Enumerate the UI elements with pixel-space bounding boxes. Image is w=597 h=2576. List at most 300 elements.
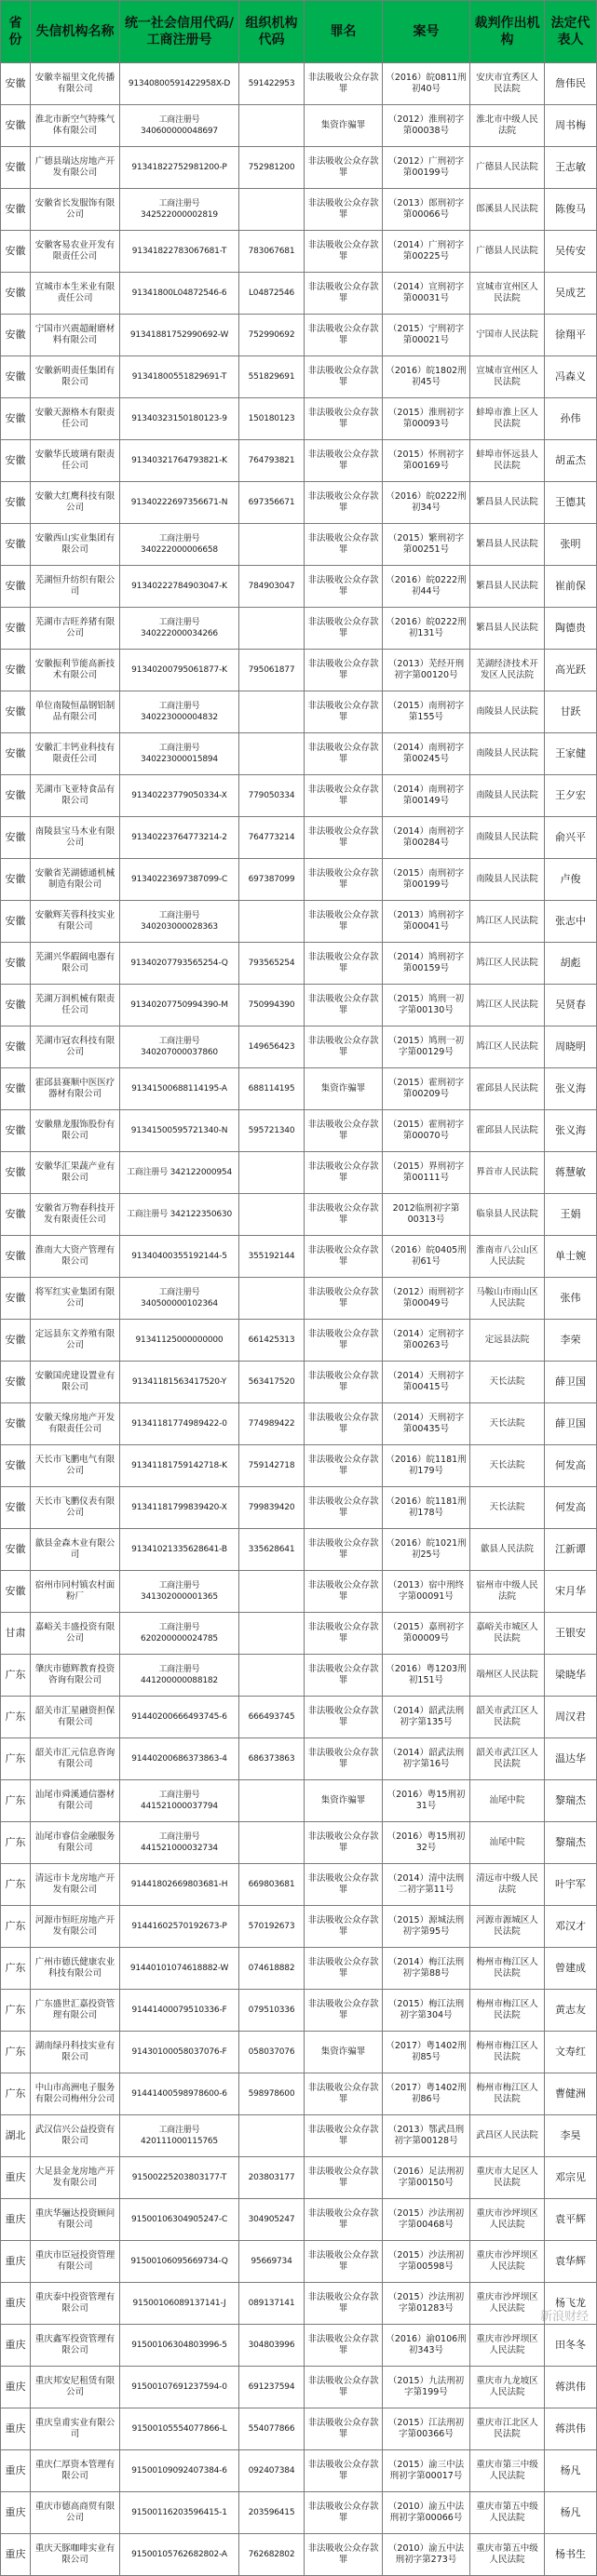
institution-name-cell: 安徽省长发服饰有限公司 [31,189,120,231]
court-cell: 汕尾中院 [470,1780,545,1822]
legal-rep-cell: 张义海 [545,1110,597,1152]
credit-code-cell: 91500116203596415-1 [120,2492,239,2534]
institution-name-cell: 肇庆市德辉教育投资咨询有限公司 [31,1655,120,1697]
case-number-cell: （2015）南刑初字第00199号 [383,859,470,901]
org-code-cell: 95669734 [239,2241,305,2283]
legal-rep-cell: 梁晓华 [545,1655,597,1697]
legal-rep-cell: 王银安 [545,1613,597,1655]
charge-cell: 非法吸收公众存款罪 [305,817,383,859]
org-code-cell: 752981200 [239,147,305,189]
legal-rep-cell: 卢俊 [545,859,597,901]
legal-rep-cell: 黄志友 [545,1990,597,2032]
table-row [1,859,597,901]
legal-rep-cell: 陶德贵 [545,608,597,650]
province-cell: 湖北 [1,2115,31,2157]
charge-cell: 非法吸收公众存款罪 [305,1655,383,1697]
case-number-cell: （2015）梅江法刑初字第304号 [383,1990,470,2032]
institution-name-cell: 安徽幸福里文化传播有限公司 [31,63,120,105]
charge-cell: 非法吸收公众存款罪 [305,2408,383,2450]
institution-name-cell: 霍邱县赛顺中医医疗器材有限公司 [31,1068,120,1110]
charge-cell: 非法吸收公众存款罪 [305,1403,383,1445]
province-cell: 广东 [1,1864,31,1906]
credit-code-cell: 工商注册号 342122350630 [120,1194,239,1236]
legal-rep-cell: 文寿红 [545,2032,597,2073]
court-cell: 重庆市沙坪坝区人民法院 [470,2325,545,2367]
institution-name-cell: 安徽新明责任集团有限公司 [31,356,120,398]
province-cell: 重庆 [1,2534,31,2576]
province-cell: 安徽 [1,775,31,817]
table-row [1,2450,597,2492]
credit-code-cell: 工商注册号 340500000102364 [120,1278,239,1320]
legal-rep-cell: 吴传安 [545,231,597,273]
province-cell: 安徽 [1,356,31,398]
legal-rep-cell: 周汉君 [545,1697,597,1738]
case-number-cell: （2015）霍刑初字第00209号 [383,1068,470,1110]
province-cell: 重庆 [1,2199,31,2241]
credit-code-cell: 91500107691237594-0 [120,2367,239,2408]
credit-code-cell: 91340321764793821-K [120,440,239,482]
header-court: 裁判作出机构 [470,1,545,63]
legal-rep-cell: 张义海 [545,1068,597,1110]
charge-cell: 非法吸收公众存款罪 [305,2199,383,2241]
province-cell: 安徽 [1,1110,31,1152]
org-code-cell: 784903047 [239,566,305,608]
table-row [1,1906,597,1948]
court-cell: 郎溪县人民法院 [470,189,545,231]
province-cell: 安徽 [1,315,31,356]
institution-name-cell: 嘉峪关丰盛投资有限公司 [31,1613,120,1655]
charge-cell: 非法吸收公众存款罪 [305,2073,383,2115]
credit-code-cell: 工商注册号 441521000037794 [120,1780,239,1822]
case-number-cell: （2016）皖0222刑初131号 [383,608,470,650]
header-institution-name: 失信机构名称 [31,1,120,63]
institution-name-cell: 安徽客易农业开发有限责任公司 [31,231,120,273]
court-cell: 定远县法院 [470,1320,545,1362]
org-code-cell: 079510336 [239,1990,305,2032]
org-code-cell [239,1152,305,1194]
watermark: 新浪财经 [539,2310,589,2324]
court-cell: 天长法院 [470,1487,545,1529]
case-number-cell: （2016）皖0811刑初40号 [383,63,470,105]
court-cell: 南陵县人民法院 [470,859,545,901]
table-row [1,1822,597,1864]
org-code-cell: 697387099 [239,859,305,901]
table-row [1,315,597,356]
legal-rep-cell: 薛卫国 [545,1362,597,1403]
legal-rep-cell: 俞兴平 [545,817,597,859]
case-number-cell: （2010）渝五中法刑初字第273号 [383,2534,470,2576]
credit-code-cell: 91340223697387099-C [120,859,239,901]
charge-cell: 集资诈骗罪 [305,1068,383,1110]
table-row [1,1362,597,1403]
credit-code-cell: 91341125000000000 [120,1320,239,1362]
court-cell: 南陵县人民法院 [470,691,545,733]
table-row [1,1236,597,1278]
legal-rep-cell: 单士婉 [545,1236,597,1278]
table-row [1,1152,597,1194]
institution-name-cell: 安徽省万物春科技开发有限责任公司 [31,1194,120,1236]
institution-name-cell: 武汉信兴公益投资有限公司 [31,2115,120,2157]
table-row [1,1278,597,1320]
institution-name-cell: 广德县瑞达房地产开发有限公司 [31,147,120,189]
case-number-cell: （2013）鸠刑初字第00041号 [383,901,470,943]
legal-rep-cell: 冯森义 [545,356,597,398]
legal-rep-cell: 王娟 [545,1194,597,1236]
credit-code-cell: 91341500595721340-N [120,1110,239,1152]
institution-name-cell: 天长市飞鹏仪表有限公司 [31,1487,120,1529]
province-cell: 广东 [1,1822,31,1864]
court-cell: 汕尾中院 [470,1822,545,1864]
case-number-cell: （2014）韶武法刑初字第135号 [383,1697,470,1738]
case-number-cell: （2012）广刑初字第00199号 [383,147,470,189]
court-cell: 南陵县人民法院 [470,775,545,817]
province-cell: 广东 [1,1738,31,1780]
case-number-cell: （2014）广刑初字第00225号 [383,231,470,273]
case-number-cell: （2014）天刑初字第00415号 [383,1362,470,1403]
charge-cell: 非法吸收公众存款罪 [305,189,383,231]
institution-name-cell: 韶关市汇元信息咨询有限公司 [31,1738,120,1780]
legal-rep-cell: 李荣 [545,1320,597,1362]
case-number-cell: （2016）皖0405刑初61号 [383,1236,470,1278]
charge-cell: 非法吸收公众存款罪 [305,1906,383,1948]
credit-code-cell: 工商注册号 341302000001365 [120,1571,239,1613]
legal-rep-cell: 蒋洪伟 [545,2367,597,2408]
province-cell: 安徽 [1,1068,31,1110]
court-cell: 梅州市梅江区人民法院 [470,1948,545,1990]
charge-cell: 非法吸收公众存款罪 [305,482,383,524]
court-cell: 宣城市宣州区人民法院 [470,356,545,398]
institution-name-cell: 芜湖兴华嘏阔电器有限公司 [31,943,120,985]
credit-code-cell: 91441400598978600-6 [120,2073,239,2115]
charge-cell: 非法吸收公众存款罪 [305,1822,383,1864]
legal-rep-cell: 张志中 [545,901,597,943]
case-number-cell: （2014）定刑初字第00263号 [383,1320,470,1362]
legal-rep-cell: 崔前保 [545,566,597,608]
legal-rep-cell: 宋月华 [545,1571,597,1613]
credit-code-cell: 91341181759142718-K [120,1445,239,1487]
province-cell: 安徽 [1,1278,31,1320]
org-code-cell: 661425313 [239,1320,305,1362]
credit-code-cell: 91440200666493745-6 [120,1697,239,1738]
table-row [1,1613,597,1655]
court-cell: 宿州市中级人民法院 [470,1571,545,1613]
legal-rep-cell: 袁华辉 [545,2241,597,2283]
institution-name-cell: 淮南大大资产管理有限公司 [31,1236,120,1278]
org-code-cell [239,189,305,231]
credit-code-cell: 91340400355192144-5 [120,1236,239,1278]
institution-name-cell: 安徽省芜湖德通机械制造有限公司 [31,859,120,901]
header-org-code: 组织机构代码 [239,1,305,63]
legal-rep-cell: 孙伟 [545,398,597,440]
charge-cell: 非法吸收公众存款罪 [305,943,383,985]
legal-rep-cell: 周书梅 [545,105,597,147]
credit-code-cell: 91341500688114195-A [120,1068,239,1110]
court-cell: 梅州市梅江区人民法院 [470,1990,545,2032]
case-number-cell: （2013）鄂武昌刑初字第00128号 [383,2115,470,2157]
table-row [1,2115,597,2157]
province-cell: 安徽 [1,1362,31,1403]
court-cell: 临泉县人民法院 [470,1194,545,1236]
charge-cell: 非法吸收公众存款罪 [305,2367,383,2408]
credit-code-cell: 91340207793565254-Q [120,943,239,985]
org-code-cell [239,1571,305,1613]
table-row [1,608,597,650]
credit-code-cell: 工商注册号 340203000028363 [120,901,239,943]
charge-cell: 非法吸收公众存款罪 [305,1152,383,1194]
credit-code-cell: 工商注册号 342122000954 [120,1152,239,1194]
org-code-cell: 355192144 [239,1236,305,1278]
credit-code-cell: 工商注册号 340222000006658 [120,524,239,566]
case-number-cell: （2015）沙法刑初字第01283号 [383,2283,470,2325]
org-code-cell: 554077866 [239,2408,305,2450]
case-number-cell: （2015）江法刑初字第00366号 [383,2408,470,2450]
institution-name-cell: 重庆市臣冠投资管理有限公司 [31,2241,120,2283]
table-row [1,1110,597,1152]
table-row [1,1738,597,1780]
credit-code-cell: 91500109092407384-6 [120,2450,239,2492]
charge-cell: 非法吸收公众存款罪 [305,1487,383,1529]
court-cell: 鸠江区人民法院 [470,1026,545,1068]
institution-name-cell: 安徽天缘房地产开发有限责任公司 [31,1403,120,1445]
charge-cell: 非法吸收公众存款罪 [305,2492,383,2534]
charge-cell: 非法吸收公众存款罪 [305,650,383,691]
charge-cell: 非法吸收公众存款罪 [305,1236,383,1278]
credit-code-cell: 91341800L04872546-6 [120,273,239,315]
credit-code-cell: 91340222784903047-K [120,566,239,608]
legal-rep-cell: 胡彪 [545,943,597,985]
header-legal-rep: 法定代表人 [545,1,597,63]
credit-code-cell: 91500225203803177-T [120,2157,239,2199]
charge-cell: 非法吸收公众存款罪 [305,1571,383,1613]
legal-rep-cell: 陈俊马 [545,189,597,231]
table-row [1,524,597,566]
case-number-cell: （2016）皖0222刑初44号 [383,566,470,608]
charge-cell: 非法吸收公众存款罪 [305,1948,383,1990]
case-number-cell: （2015）淮刑初字第00093号 [383,398,470,440]
charge-cell: 非法吸收公众存款罪 [305,1026,383,1068]
credit-code-cell: 91341181799839420-X [120,1487,239,1529]
province-cell: 安徽 [1,147,31,189]
institution-name-cell: 天长市飞鹏电气有限公司 [31,1445,120,1487]
charge-cell: 非法吸收公众存款罪 [305,273,383,315]
org-code-cell: 595721340 [239,1110,305,1152]
table-row [1,440,597,482]
org-code-cell [239,901,305,943]
charge-cell: 非法吸收公众存款罪 [305,2115,383,2157]
legal-rep-cell: 蒋慧敏 [545,1152,597,1194]
province-cell: 广东 [1,1780,31,1822]
org-code-cell [239,733,305,775]
credit-code-cell: 91340800591422958X-D [120,63,239,105]
table-row [1,1571,597,1613]
charge-cell: 非法吸收公众存款罪 [305,440,383,482]
province-cell: 安徽 [1,273,31,315]
province-cell: 重庆 [1,2157,31,2199]
table-row [1,2534,597,2576]
legal-rep-cell: 王家健 [545,733,597,775]
charge-cell: 非法吸收公众存款罪 [305,1738,383,1780]
org-code-cell [239,524,305,566]
institution-name-cell: 中山市高洲电子服务有限公司梅州分公司 [31,2073,120,2115]
legal-rep-cell: 吴成艺 [545,273,597,315]
case-number-cell: （2016）皖0222刑初34号 [383,482,470,524]
credit-code-cell: 91500105554077866-L [120,2408,239,2450]
legal-rep-cell: 杨书生 [545,2534,597,2576]
charge-cell: 非法吸收公众存款罪 [305,356,383,398]
table-row [1,566,597,608]
charge-cell: 非法吸收公众存款罪 [305,147,383,189]
table-row [1,189,597,231]
credit-code-cell: 工商注册号 342522000002819 [120,189,239,231]
court-cell: 清远市中级人民法院 [470,1864,545,1906]
credit-code-cell: 91430100058037076-F [120,2032,239,2073]
org-code-cell: 750994390 [239,985,305,1026]
court-cell: 蚌埠市怀远县人民法院 [470,440,545,482]
institution-name-cell: 芜湖万润机械有限责任公司 [31,985,120,1026]
case-number-cell: （2014）鸠刑初字第00159号 [383,943,470,985]
credit-code-cell: 91340223779050334-X [120,775,239,817]
table-row [1,650,597,691]
court-cell: 嘉峪关市城区人民法院 [470,1613,545,1655]
court-cell: 广德县人民法院 [470,231,545,273]
org-code-cell: 688114195 [239,1068,305,1110]
charge-cell: 非法吸收公众存款罪 [305,1529,383,1571]
legal-rep-cell: 叶宇军 [545,1864,597,1906]
case-number-cell: （2015）宁刑初字第00021号 [383,315,470,356]
province-cell: 安徽 [1,1403,31,1445]
org-code-cell: 762682802 [239,2534,305,2576]
court-cell: 繁昌县人民法院 [470,608,545,650]
table-row [1,482,597,524]
table-row [1,398,597,440]
credit-code-cell: 91441802669803681-H [120,1864,239,1906]
table-row [1,1194,597,1236]
province-cell: 重庆 [1,2408,31,2450]
court-cell: 天长法院 [470,1403,545,1445]
legal-rep-cell: 黎瑞杰 [545,1822,597,1864]
province-cell: 甘肃 [1,1613,31,1655]
institution-name-cell: 湖南绿丹科技实业有限公司 [31,2032,120,2073]
credit-code-cell: 91500106095669734-Q [120,2241,239,2283]
province-cell: 广东 [1,1697,31,1738]
case-number-cell: （2017）粤1402刑初86号 [383,2073,470,2115]
charge-cell: 集资诈骗罪 [305,105,383,147]
credit-code-cell: 工商注册号 441200000088182 [120,1655,239,1697]
legal-rep-cell: 杨飞龙 [545,2283,597,2325]
org-code-cell [239,1278,305,1320]
charge-cell: 集资诈骗罪 [305,2032,383,2073]
case-number-cell: （2016）粤15刑初32号 [383,1822,470,1864]
case-number-cell: （2014）清中法刑二初字第11号 [383,1864,470,1906]
institution-name-cell: 安徽振利节能高新技术有限公司 [31,650,120,691]
province-cell: 重庆 [1,2325,31,2367]
institution-name-cell: 宣城市本生米业有限责任公司 [31,273,120,315]
org-code-cell [239,1822,305,1864]
province-cell: 广东 [1,1655,31,1697]
court-cell: 重庆市沙坪坝区人民法院 [470,2241,545,2283]
credit-code-cell: 91340200795061877-K [120,650,239,691]
charge-cell: 非法吸收公众存款罪 [305,1445,383,1487]
case-number-cell: （2015）繁刑初字第00251号 [383,524,470,566]
table-row [1,2408,597,2450]
org-code-cell [239,1655,305,1697]
org-code-cell: 764773214 [239,817,305,859]
province-cell: 安徽 [1,859,31,901]
court-cell: 霍邱县人民法院 [470,1110,545,1152]
case-number-cell: （2015）源城法刑初字第95号 [383,1906,470,1948]
institution-name-cell: 安徽西山实业集团有限公司 [31,524,120,566]
org-code-cell: 304803996 [239,2325,305,2367]
table-row [1,1780,597,1822]
charge-cell: 非法吸收公众存款罪 [305,2241,383,2283]
credit-code-cell: 91340222697356671-N [120,482,239,524]
org-code-cell: 591422953 [239,63,305,105]
institution-name-cell: 芜湖市飞亚特食品有限公司 [31,775,120,817]
court-cell: 宣城市宣州区人民法院 [470,273,545,315]
credit-code-cell: 91441400079510336-F [120,1990,239,2032]
charge-cell: 非法吸收公众存款罪 [305,2283,383,2325]
charge-cell: 非法吸收公众存款罪 [305,1110,383,1152]
legal-rep-cell: 杨凡 [545,2492,597,2534]
legal-rep-cell: 邓宗见 [545,2157,597,2199]
province-cell: 安徽 [1,1194,31,1236]
charge-cell: 非法吸收公众存款罪 [305,2325,383,2367]
case-number-cell: （2016）皖1021刑初25号 [383,1529,470,1571]
legal-rep-cell: 何发高 [545,1445,597,1487]
charge-cell: 非法吸收公众存款罪 [305,1194,383,1236]
org-code-cell: 335628641 [239,1529,305,1571]
org-code-cell [239,1194,305,1236]
court-cell: 重庆市第五中级人民法院 [470,2534,545,2576]
institution-name-cell: 重庆邦安尼租赁有限公司 [31,2367,120,2408]
org-code-cell: 795061877 [239,650,305,691]
credit-code-cell: 91500106089137141-J [120,2283,239,2325]
case-number-cell: （2015）霍刑初字第00070号 [383,1110,470,1152]
province-cell: 安徽 [1,1571,31,1613]
org-code-cell [239,2115,305,2157]
province-cell: 广东 [1,1906,31,1948]
org-code-cell [239,105,305,147]
org-code-cell [239,1613,305,1655]
legal-rep-cell: 吴贤春 [545,985,597,1026]
credit-code-cell: 91440200686373863-4 [120,1738,239,1780]
court-cell: 淮南市八公山区人民法院 [470,1236,545,1278]
court-cell: 南陵县人民法院 [470,733,545,775]
legal-rep-cell: 温达华 [545,1738,597,1780]
charge-cell: 非法吸收公众存款罪 [305,608,383,650]
charge-cell: 集资诈骗罪 [305,1780,383,1822]
table-row [1,1445,597,1487]
credit-code-cell: 91341181774989422-0 [120,1403,239,1445]
institution-name-cell: 淮北市新空气特殊气体有限公司 [31,105,120,147]
institution-name-cell: 重庆市德高商贸有限公司 [31,2492,120,2534]
charge-cell: 非法吸收公众存款罪 [305,1613,383,1655]
charge-cell: 非法吸收公众存款罪 [305,231,383,273]
province-cell: 安徽 [1,985,31,1026]
table-row [1,1697,597,1738]
institution-name-cell: 清远市卡龙房地产开发有限公司 [31,1864,120,1906]
province-cell: 安徽 [1,231,31,273]
institution-name-cell: 芜湖恒升纺织有限公司 [31,566,120,608]
credit-code-cell: 91500106304905247-C [120,2199,239,2241]
legal-rep-cell: 王夕宏 [545,775,597,817]
credit-code-cell: 工商注册号 340207000037860 [120,1026,239,1068]
table-row [1,1026,597,1068]
institution-name-cell: 安徽大红鹰科技有限公司 [31,482,120,524]
province-cell: 安徽 [1,1152,31,1194]
court-cell: 繁昌县人民法院 [470,566,545,608]
institution-name-cell: 重庆仁厚资本管理有限公司 [31,2450,120,2492]
